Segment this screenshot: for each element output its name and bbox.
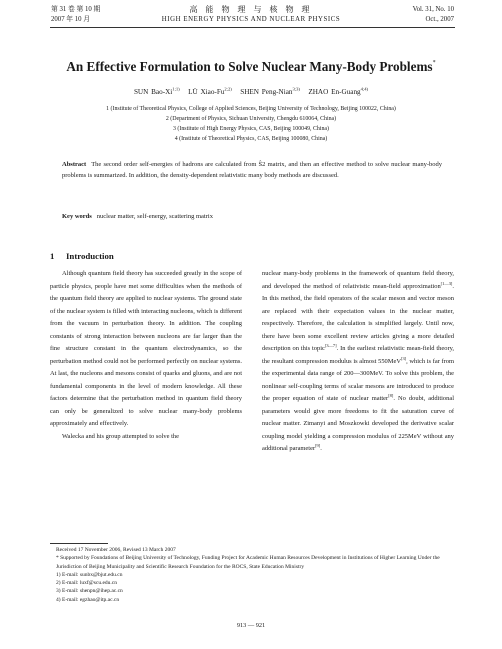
email-footnote: 3) E-mail: shenpn@ihep.ac.cn	[56, 588, 123, 595]
abstract-label: Abstract	[62, 161, 87, 168]
footnote-rule	[50, 543, 108, 544]
author: LÜ Xiao-Fu$^{2;2)}$	[188, 87, 232, 97]
section-heading	[50, 251, 114, 261]
right-column	[262, 268, 454, 456]
received-dates: Received 17 November 2006, Revised 13 March 2007	[56, 547, 176, 553]
footnotes	[50, 546, 455, 604]
journal-title-en: HIGH ENERGY PHYSICS AND NUCLEAR PHYSICS	[161, 16, 341, 23]
keywords-text: nuclear matter, self-energy, scattering matrix	[96, 213, 213, 220]
abstract-text: The second order self-energies of hadrons are calculated from Ŝ2 matrix, and then an effective method to solve nuclear many-body problems is summarized. In addition, the density-dependent relativistic many body methods are discussed.	[62, 161, 442, 180]
citation: [9]	[315, 442, 321, 448]
author: SHEN Peng-Nian$^{3;3)}$	[240, 87, 300, 97]
paragraph: Although quantum field theory has succeeded greatly in the scope of particle physics, people have met some difficulties when the methods of the quantum field theory are applied to nuclear systems. The ground state of the nuclear system is filled with interacting nucleons, which is different from the vacuum in perturbation theory. In addition. The coupling constants of strong interaction between nucleons are far larger than the fine structure constant in the quantum electrodynamics, so the perturbation method could not be performed perfectly on nuclear systems. At last, the nucleons and mesons consist of quarks and gluons, and are not fundamental components in the level of modern knowledge. All these factors determine that the perturbation method in quantum field theory can only be generalized to solve nuclear many-body problems approximately and effectively.	[50, 270, 242, 427]
section-title: Introduction	[66, 251, 114, 261]
paper-title: An Effective Formulation to Solve Nuclear Many-Body Problems*	[66, 59, 436, 74]
affiliation: 4 (Institute of Theoretical Physics, CAS, Beijing 100080, China)	[174, 136, 328, 142]
affiliation: 2 (Department of Physics, Sichuan University, Chengdu 610064, China)	[165, 116, 337, 122]
keywords	[62, 213, 213, 220]
affiliation: 3 (Institute of High Energy Physics, CAS, Beijing 100049, China)	[173, 126, 329, 132]
keywords-label: Key words	[62, 213, 92, 220]
journal-date-cn: 2007 年 10 月	[51, 16, 91, 23]
author: ZHAO En-Guang$^{4;4)}$	[308, 87, 369, 97]
section-number: 1	[50, 251, 55, 261]
paragraph: Walecka and his group attempted to solve the	[62, 432, 179, 440]
title-footnote-mark: *	[432, 60, 436, 66]
citation: [3]	[400, 355, 407, 361]
journal-volume-en: Vol. 31, No. 10	[412, 6, 454, 13]
header-rule	[50, 27, 455, 28]
email-footnote: 2) E-mail: luxf@scu.edu.cn	[56, 580, 117, 587]
email-footnote: 4) E-mail: egzhao@itp.ac.cn	[56, 596, 120, 603]
email-footnote: 1) E-mail: sunbx@bjut.edu.cn	[56, 571, 123, 578]
author-list	[0, 87, 502, 96]
abstract	[62, 159, 442, 182]
citation: [3—7]	[324, 342, 337, 348]
affiliation: 1 (Institute of Theoretical Physics, College of Applied Sciences, Beijing University of Technology, Beijing 100022, China)	[106, 106, 396, 112]
journal-date-en: Oct., 2007	[425, 16, 454, 23]
left-column	[50, 268, 242, 443]
journal-title-cn: 高 能 物 理 与 核 物 理	[189, 5, 313, 14]
journal-volume-cn: 第 31 卷 第 10 期	[51, 6, 101, 13]
funding-note: * Supported by Foundations of Beijing University of Technology, Funding Project for Academic Human Resources Development in Institutions of Higher Learning Under the Jurisdiction of Beijing Municipality and Scientific Research Foundation for the ROCS, State Education Ministry	[56, 555, 440, 570]
page-range: 913 — 921	[236, 622, 266, 629]
paragraph: nuclear many-body problems in the framework of quantum field theory, and developed the method of relativistic mean-field approximation[1—3]. In this method, the field operators of the scalar meson and vector meson are replaced with their expectation values in the nuclear matter, respectively. Therefore, the calculation is simplified largely. Until now, there have been some excellent review articles giving a more detailed description on this topic[3—7]. In the earliest relativistic mean-field theory, the resultant compression modulus is almost 550MeV[3], which is far from the experimental data range of 200—300MeV. To solve this problem, the nonlinear self-coupling terms of scalar mesons are introduced to produce the proper equation of state of nuclear matter[8]. No doubt, additional parameters would give more freedoms to fit the saturation curve of nuclear matter. Zimanyi and Moszkowki developed the derivative scalar coupling model yielding a compression modulus of 225MeV without any additional parameter[9].	[262, 270, 454, 452]
citation: [8]	[388, 392, 394, 398]
citation: [1—3]	[440, 280, 453, 286]
author: SUN Bao-Xi$^{1;1)}$	[133, 87, 180, 97]
